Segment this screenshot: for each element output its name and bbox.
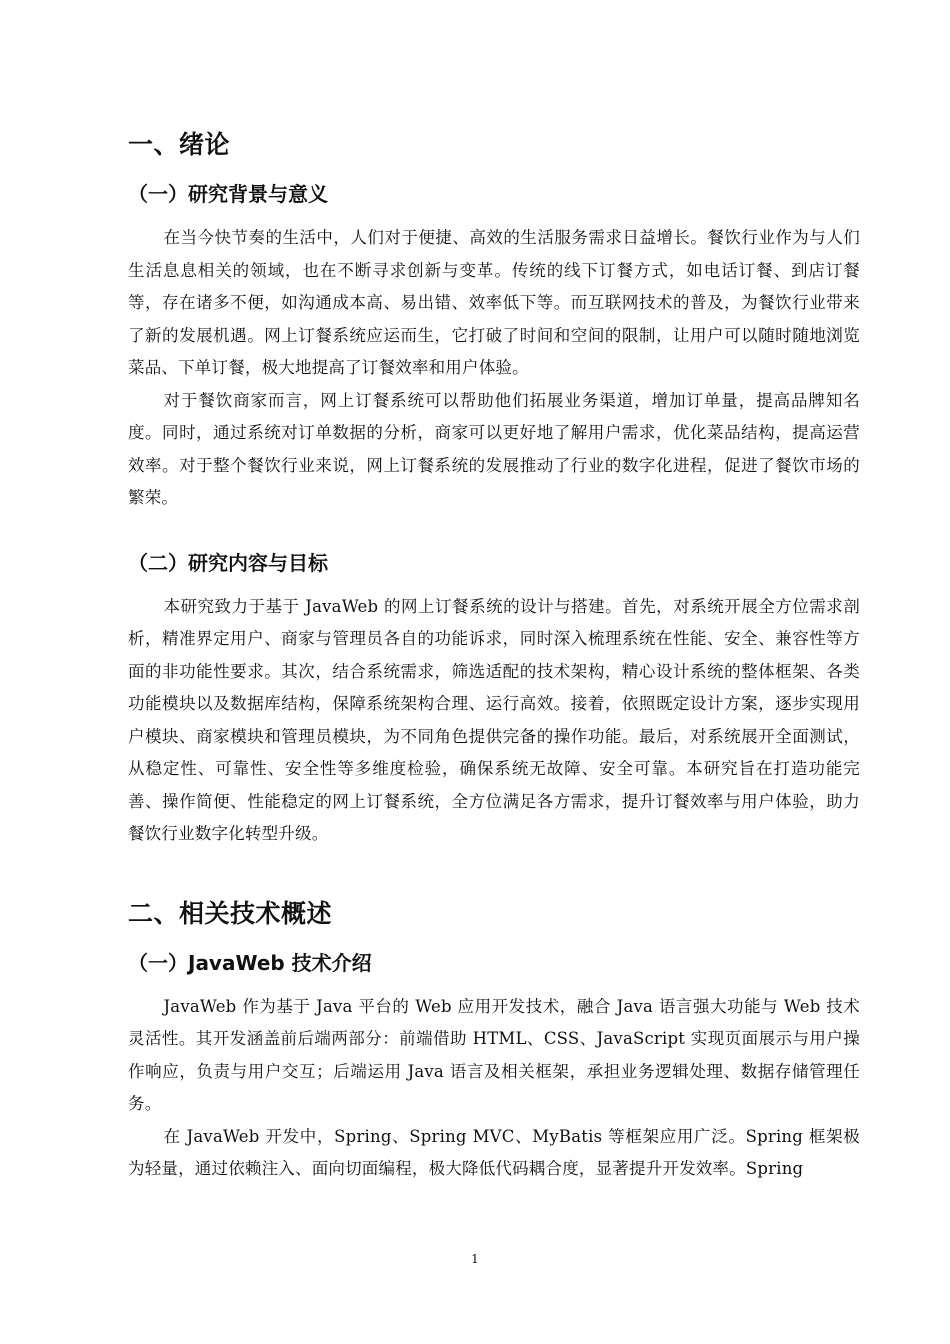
- page-number: 1: [471, 1252, 479, 1266]
- page-body: [128, 122, 860, 1186]
- chapter-2-heading: 二、相关技术概述: [128, 898, 333, 928]
- section-1-2-heading: （二）研究内容与目标: [128, 550, 328, 575]
- paragraph: JavaWeb 作为基于 Java 平台的 Web 应用开发技术，融合 Java 语言强大功能与 Web 技术灵活性。其开发涵盖前后端两部分：前端借助 HTML、CSS、JavaScript 实现页面展示与用户操作响应，负责与用户交互；后端运用 Java 语言及相关框架，承担业务逻辑处理、数据存储管理任务。: [128, 996, 860, 1113]
- paragraph: 对于餐饮商家而言，网上订餐系统可以帮助他们拓展业务渠道，增加订单量，提高品牌知名度。同时，通过系统对订单数据的分析，商家可以更好地了解用户需求，优化菜品结构，提高运营效率。对于整个餐饮行业来说，网上订餐系统的发展推动了行业的数字化进程，促进了餐饮市场的繁荣。: [128, 390, 860, 507]
- section-2-1-heading: （一）JavaWeb 技术介绍: [128, 950, 372, 975]
- section-1-1-heading: （一）研究背景与意义: [128, 182, 328, 206]
- paragraph: 在当今快节奏的生活中，人们对于便捷、高效的生活服务需求日益增长。餐饮行业作为与人们生活息息相关的领域，也在不断寻求创新与变革。传统的线下订餐方式，如电话订餐、到店订餐等，存在诸多不便，如沟通成本高、易出错、效率低下等。而互联网技术的普及，为餐饮行业带来了新的发展机遇。网上订餐系统应运而生，它打破了时间和空间的限制，让用户可以随时随地浏览菜品、下单订餐，极大地提高了订餐效率和用户体验。: [128, 228, 860, 377]
- paragraph: 在 JavaWeb 开发中，Spring、Spring MVC、MyBatis 等框架应用广泛。Spring 框架极为轻量，通过依赖注入、面向切面编程，极大降低代码耦合度，显著提升开发效率。Spring: [128, 1126, 860, 1178]
- paragraph: 本研究致力于基于 JavaWeb 的网上订餐系统的设计与搭建。首先，对系统开展全方位需求剖析，精准界定用户、商家与管理员各自的功能诉求，同时深入梳理系统在性能、安全、兼容性等方面的非功能性要求。其次，结合系统需求，筛选适配的技术架构，精心设计系统的整体框架、各类功能模块以及数据库结构，保障系统架构合理、运行高效。接着，依照既定设计方案，逐步实现用户模块、商家模块和管理员模块，为不同角色提供完备的操作功能。最后，对系统展开全面测试，从稳定性、可靠性、安全性等多维度检验，确保系统无故障、安全可靠。本研究旨在打造功能完善、操作简便、性能稳定的网上订餐系统，全方位满足各方需求，提升订餐效率与用户体验，助力餐饮行业数字化转型升级。: [128, 596, 860, 843]
- chapter-1-heading: 一、绪论: [128, 130, 231, 159]
